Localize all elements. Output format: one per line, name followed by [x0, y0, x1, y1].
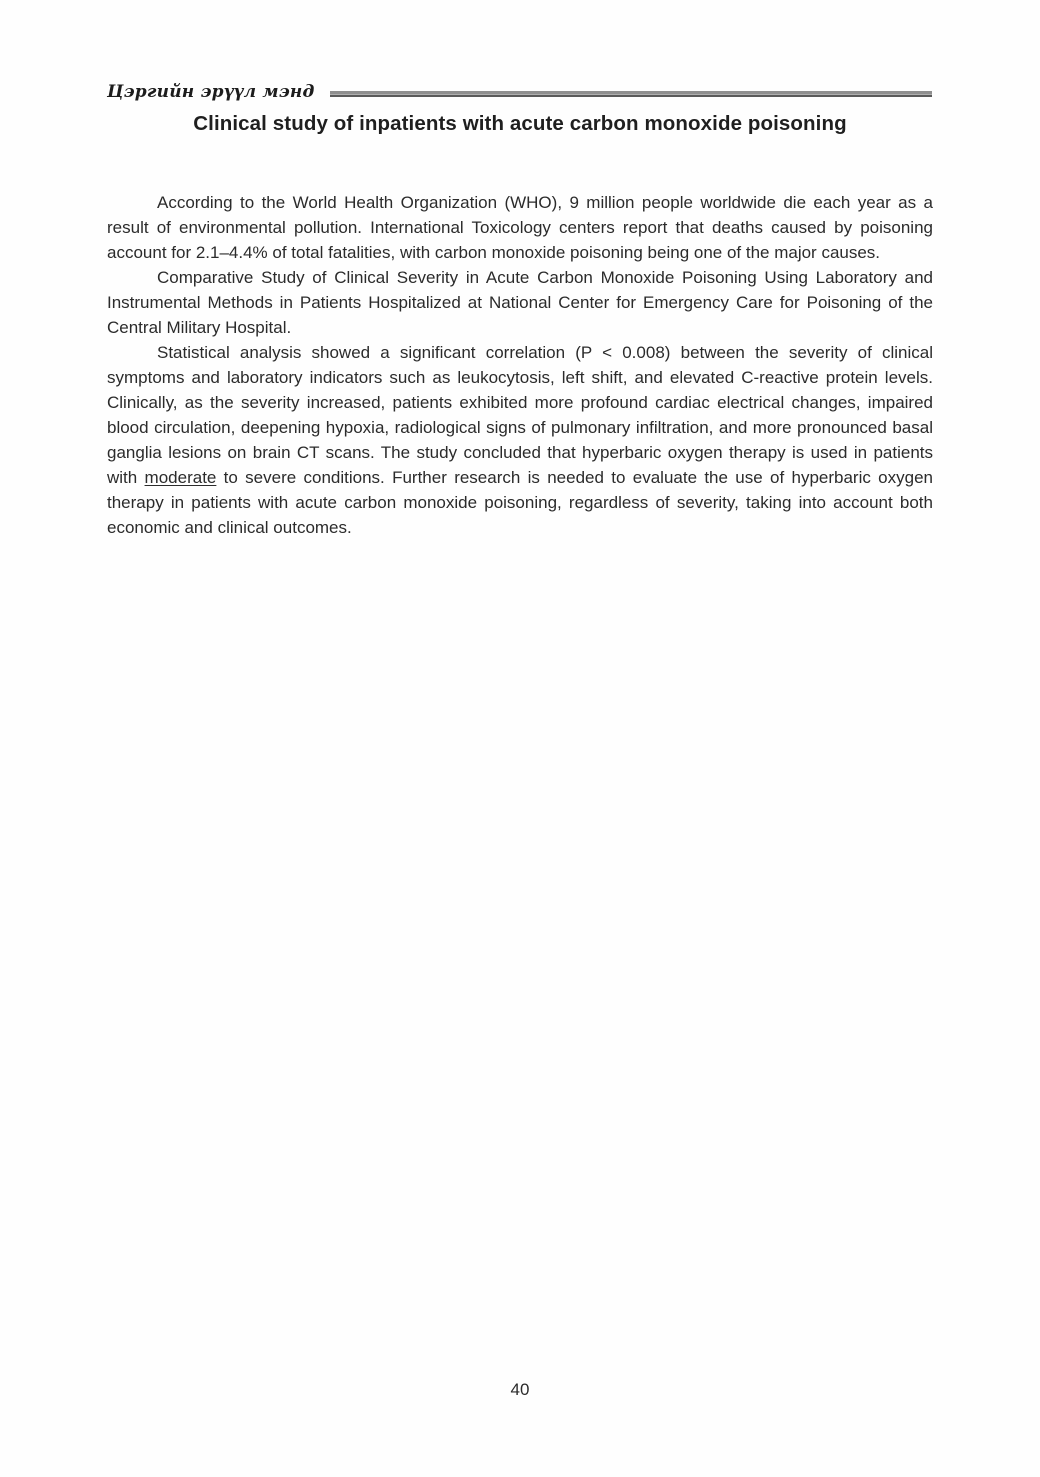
abstract-body — [107, 190, 933, 540]
page-number: 40 — [510, 1380, 530, 1399]
abstract-paragraph-2: Comparative Study of Clinical Severity in Acute Carbon Monoxide Poisoning Using Laboratory and Instrumental Methods in Patients Hospitalized at National Center for Emergency Care for Poisoning of the Central Military Hospital. — [107, 268, 933, 337]
paragraph-3-text-after: to severe conditions. Further research is needed to evaluate the use of hyperbaric oxygen therapy in patients with acute carbon monoxide poisoning, regardless of severity, taking into account both economic and clinical outcomes. — [107, 468, 933, 537]
article-title: Clinical study of inpatients with acute carbon monoxide poisoning — [193, 112, 847, 135]
abstract-paragraph-3 — [107, 340, 933, 540]
paragraph-3-underlined-word: moderate — [144, 468, 217, 487]
running-header — [107, 82, 932, 102]
journal-name: Цэргийн эрүүл мэнд — [107, 82, 315, 102]
paragraph-3-text-before: Statistical analysis showed a significant correlation (P < 0.008) between the severity of clinical symptoms and laboratory indicators such as leukocytosis, left shift, and elevated C-reactive protein levels. Clinically, as the severity increased, patients exhibited more profound cardiac electrical changes, impaired blood circulation, deepening hypoxia, radiological signs of pulmonary infiltration, and more pronounced basal ganglia lesions on brain CT scans. The study concluded that hyperbaric oxygen therapy is used in patients with — [107, 343, 933, 487]
header-rule — [330, 91, 932, 97]
abstract-paragraph-1: According to the World Health Organization (WHO), 9 million people worldwide die each year as a result of environmental pollution. International Toxicology centers report that deaths caused by poisoning account for 2.1–4.4% of total fatalities, with carbon monoxide poisoning being one of the major causes. — [107, 193, 933, 262]
